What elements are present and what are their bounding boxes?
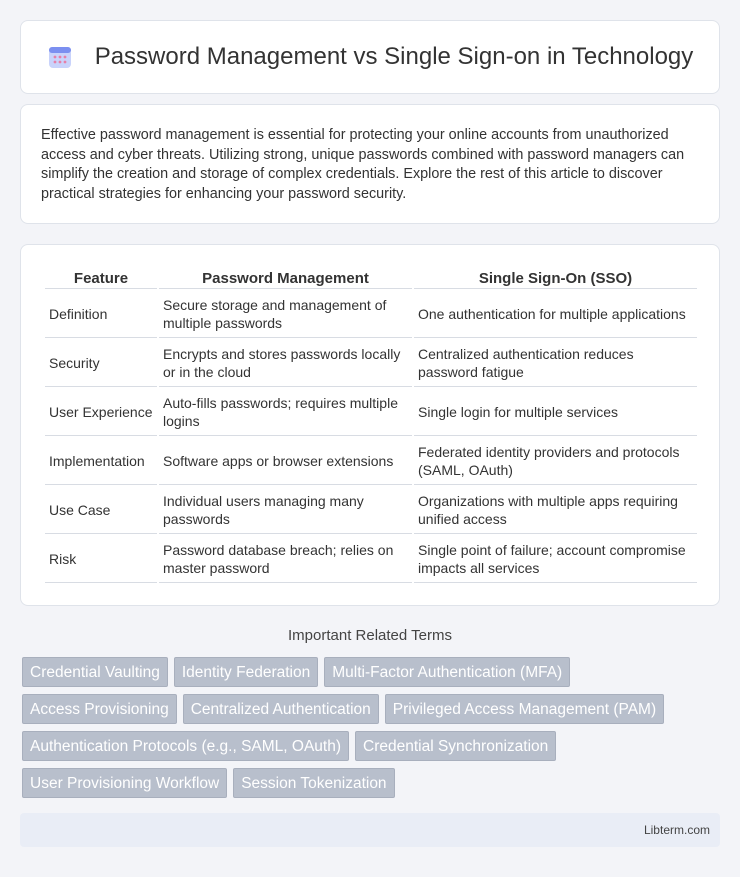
related-term-tag[interactable]: Identity Federation xyxy=(174,657,318,687)
table-cell: Organizations with multiple apps requiring unified access xyxy=(414,487,697,534)
intro-card xyxy=(20,104,720,224)
table-cell: Risk xyxy=(45,536,157,583)
calendar-grid-icon xyxy=(47,44,73,70)
related-term-tag[interactable]: Authentication Protocols (e.g., SAML, OAuth) xyxy=(22,731,349,761)
table-row xyxy=(45,291,697,338)
related-term-tag[interactable]: Access Provisioning xyxy=(22,694,177,724)
related-term-tag[interactable]: Credential Vaulting xyxy=(22,657,168,687)
table-cell: Individual users managing many passwords xyxy=(159,487,412,534)
table-cell: Encrypts and stores passwords locally or in the cloud xyxy=(159,340,412,387)
related-term-tag[interactable]: User Provisioning Workflow xyxy=(22,768,227,798)
table-row xyxy=(45,487,697,534)
table-cell: Auto-fills passwords; requires multiple logins xyxy=(159,389,412,436)
table-row xyxy=(45,340,697,387)
table-cell: Software apps or browser extensions xyxy=(159,438,412,485)
table-cell: Secure storage and management of multiple passwords xyxy=(159,291,412,338)
intro-text: Effective password management is essential for protecting your online accounts from unauthorized access and cyber threats. Utilizing strong, unique passwords combined with password managers can simplify the creation and storage of complex credentials. Explore the rest of this article to discover practical strategies for enhancing your password security. xyxy=(41,127,685,202)
table-cell: One authentication for multiple applications xyxy=(414,291,697,338)
table-cell: Centralized authentication reduces password fatigue xyxy=(414,340,697,387)
table-row xyxy=(45,536,697,583)
table-cell: Implementation xyxy=(45,438,157,485)
footer-site-link[interactable]: Libterm.com xyxy=(643,823,710,837)
table-cell: Single point of failure; account compromise impacts all services xyxy=(414,536,697,583)
header-card xyxy=(20,20,720,94)
table-cell: Federated identity providers and protocols (SAML, OAuth) xyxy=(414,438,697,485)
footer xyxy=(20,813,720,847)
column-header-feature: Feature xyxy=(45,267,157,289)
table-row xyxy=(45,389,697,436)
related-terms-title: Important Related Terms xyxy=(288,627,452,644)
table-cell: Password database breach; relies on master password xyxy=(159,536,412,583)
related-term-tag[interactable]: Privileged Access Management (PAM) xyxy=(385,694,664,724)
related-term-tag[interactable]: Centralized Authentication xyxy=(183,694,379,724)
column-header-password-management: Password Management xyxy=(159,267,412,289)
comparison-table-card xyxy=(20,244,720,606)
table-cell: Use Case xyxy=(45,487,157,534)
page-title: Password Management vs Single Sign-on in Technology xyxy=(94,43,694,70)
table-row xyxy=(45,438,697,485)
table-cell: Definition xyxy=(45,291,157,338)
column-header-sso: Single Sign-On (SSO) xyxy=(414,267,697,289)
related-term-tag[interactable]: Multi-Factor Authentication (MFA) xyxy=(324,657,570,687)
related-term-tag[interactable]: Session Tokenization xyxy=(233,768,394,798)
related-terms-list xyxy=(22,657,722,798)
comparison-table xyxy=(43,265,699,585)
table-header-row xyxy=(45,267,697,289)
table-cell: Single login for multiple services xyxy=(414,389,697,436)
table-cell: User Experience xyxy=(45,389,157,436)
related-term-tag[interactable]: Credential Synchronization xyxy=(355,731,556,761)
table-cell: Security xyxy=(45,340,157,387)
